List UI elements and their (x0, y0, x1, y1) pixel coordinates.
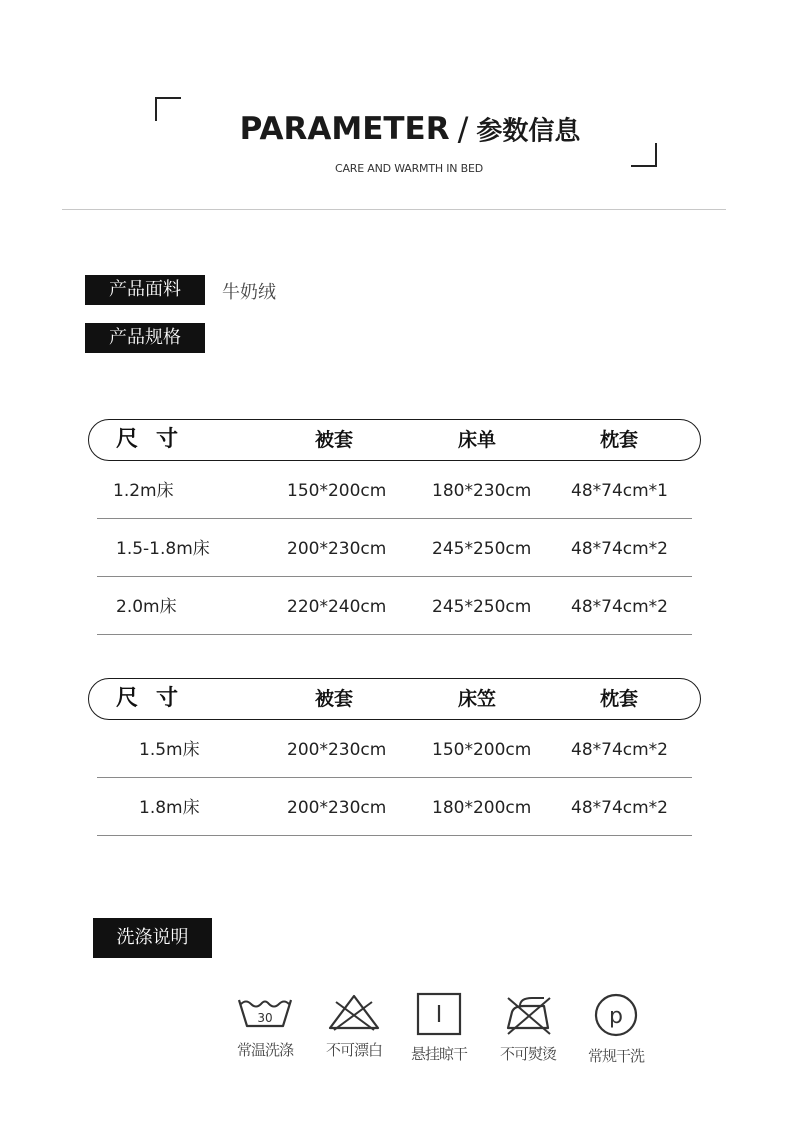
header-size: 尺寸 (115, 427, 196, 452)
fabric-value: 牛奶绒 (222, 282, 276, 303)
cell-duvet-cover: 150*200cm (287, 481, 387, 501)
table-header (88, 678, 701, 720)
cell-pillowcase: 48*74cm*2 (571, 597, 668, 617)
page-title (0, 110, 790, 148)
cell-flat-sheet: 180*230cm (432, 481, 532, 501)
wash-item (314, 992, 394, 1060)
wash-30-icon (235, 992, 295, 1032)
cell-duvet-cover: 220*240cm (287, 597, 387, 617)
page-subtitle: CARE AND WARMTH IN BED (335, 162, 483, 175)
cell-size: 1.2m床 (113, 481, 174, 501)
wash-icons (225, 992, 665, 1072)
spec-label: 产品规格 (85, 323, 205, 353)
table-row (97, 461, 692, 519)
cell-size: 2.0m床 (116, 597, 177, 617)
header-pillowcase: 枕套 (599, 429, 638, 451)
fabric-label: 产品面料 (85, 275, 205, 305)
table-row (97, 778, 692, 836)
cell-size: 1.8m床 (139, 798, 200, 818)
wash-label: 洗涤说明 (93, 918, 212, 958)
cell-duvet-cover: 200*230cm (287, 539, 387, 559)
header-flat-sheet: 床单 (457, 429, 496, 451)
wash-label-normal: 常温洗涤 (236, 1041, 293, 1059)
cell-pillowcase: 48*74cm*2 (571, 798, 668, 818)
header-duvet-cover: 被套 (314, 688, 353, 710)
header-fitted-sheet: 床笠 (457, 688, 496, 710)
title-english: PARAMETER (239, 111, 450, 147)
table-row (97, 519, 692, 577)
cell-duvet-cover: 200*230cm (287, 740, 387, 760)
wash-item (576, 992, 656, 1066)
header-size: 尺寸 (115, 686, 196, 711)
spec-table-fitted (88, 678, 701, 836)
spec-table-sheet (88, 419, 701, 635)
wash-label-dry-clean: 常规干洗 (587, 1047, 644, 1065)
cell-size: 1.5m床 (139, 740, 200, 760)
title-chinese: 参数信息 (476, 116, 581, 147)
table-header (88, 419, 701, 461)
wash-label-no-iron: 不可熨烫 (499, 1045, 556, 1063)
header-divider (62, 209, 726, 210)
cell-flat-sheet: 245*250cm (432, 539, 532, 559)
cell-pillowcase: 48*74cm*2 (571, 740, 668, 760)
dry-clean-p-icon (586, 992, 646, 1038)
line-dry-icon (409, 992, 469, 1036)
wash-temp-text: 30 (257, 1011, 273, 1025)
cell-size: 1.5-1.8m床 (116, 539, 210, 559)
cell-pillowcase: 48*74cm*1 (571, 481, 668, 501)
cell-flat-sheet: 245*250cm (432, 597, 532, 617)
wash-item (225, 992, 305, 1060)
header-duvet-cover: 被套 (314, 429, 353, 451)
wash-label-no-bleach: 不可漂白 (325, 1041, 382, 1059)
table-row (97, 577, 692, 635)
wash-item (488, 992, 568, 1064)
title-separator: / (457, 110, 469, 148)
cell-fitted-sheet: 150*200cm (432, 740, 532, 760)
header-pillowcase: 枕套 (599, 688, 638, 710)
dry-clean-letter: p (609, 1004, 623, 1029)
wash-item (399, 992, 479, 1064)
no-iron-icon (498, 992, 558, 1036)
cell-duvet-cover: 200*230cm (287, 798, 387, 818)
wash-label-line-dry: 悬挂晾干 (410, 1045, 467, 1063)
cell-fitted-sheet: 180*200cm (432, 798, 532, 818)
table-row (97, 720, 692, 778)
cell-pillowcase: 48*74cm*2 (571, 539, 668, 559)
no-bleach-icon (324, 992, 384, 1032)
